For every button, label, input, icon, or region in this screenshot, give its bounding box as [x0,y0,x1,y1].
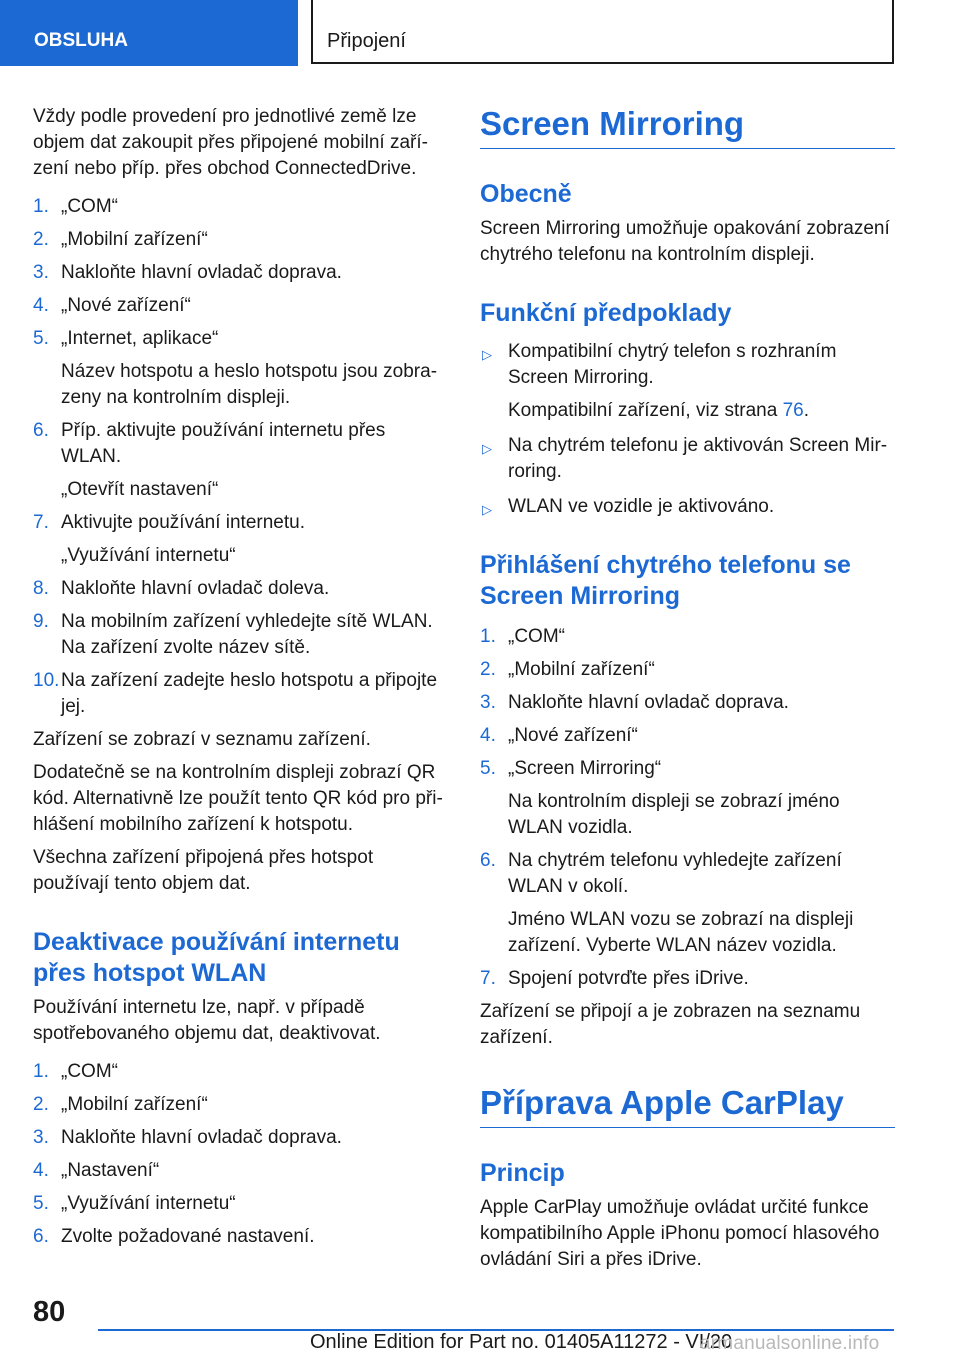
step-text: Nakloňte hlavní ovladač doprava. [61,262,342,283]
step-number: 3. [33,1127,49,1148]
step-subtext: „Využívání internetu“ [61,545,236,566]
step-number: 1. [33,196,49,217]
bullet-text: Na chytrém telefonu je aktivován Screen Mirroring. [508,435,888,482]
bullet-item [480,433,895,485]
bullet-text: WLAN ve vozidle je aktivováno. [508,496,775,517]
list-item [480,657,895,683]
list-item [33,194,448,220]
step-number: 1. [33,1061,49,1082]
list-item [33,668,448,720]
step-number: 2. [480,659,496,680]
subtext-prefix: Kompatibilní zařízení, viz strana [508,400,783,421]
step-number: 1. [480,626,496,647]
step-number: 5. [33,1193,49,1214]
step-text: „COM“ [508,626,565,647]
step-text: „Mobilní zařízení“ [61,1094,208,1115]
step-text: Nakloňte hlavní ovladač doleva. [61,578,330,599]
list-item [480,723,895,749]
requirements-heading: Funkční předpoklady [480,299,732,327]
list-item [33,1158,448,1184]
step-text: Zvolte požadované nastavení. [61,1226,315,1247]
step-text: Na zařízení zadejte heslo hotspotu a připojte jej. [61,670,438,717]
step-number: 6. [33,1226,49,1247]
login-steps-list [480,624,895,992]
list-item [480,690,895,716]
step-subtext: „Otevřít nastavení“ [61,479,219,500]
deactivation-text: Používání internetu lze, např. v případě spotřebovaného objemu dat, deaktivovat. [33,997,381,1044]
step-text: Aktivujte používání internetu. [61,512,305,533]
step-number: 6. [480,850,496,871]
step-number: 3. [33,262,49,283]
requirements-list [480,339,895,520]
step-number: 10. [33,670,60,691]
step-text: „Nové zařízení“ [508,725,638,746]
intro-paragraph: Vždy podle provedení pro jednotlivé země lze objem dat zakoupit přes připojené mobilní zařízení nebo příp. přes obchod ConnectedDrive. [33,106,428,179]
step-number: 9. [33,611,49,632]
list-item [33,326,448,411]
list-item [33,1224,448,1250]
step-number: 2. [33,1094,49,1115]
list-item [480,756,895,841]
page-reference-link[interactable]: 76 [782,400,804,421]
list-item [480,624,895,650]
page-number: 80 [33,1296,66,1328]
step-text: „Mobilní zařízení“ [61,229,208,250]
principle-heading: Princip [480,1159,565,1187]
left-column [33,104,448,1257]
section-tab: OBSLUHA [0,0,298,66]
list-item [33,1092,448,1118]
step-text: „COM“ [61,196,118,217]
list-item [480,966,895,992]
step-number: 7. [480,968,496,989]
step-number: 8. [33,578,49,599]
step-number: 5. [480,758,496,779]
step-text: Spojení potvrďte přes iDrive. [508,968,749,989]
right-column [480,104,895,1280]
step-number: 2. [33,229,49,250]
paragraph: Všechna zařízení připojená přes hotspot používají tento objem dat. [33,847,374,894]
bullet-subtext [508,398,895,424]
carplay-title: Příprava Apple CarPlay [480,1083,895,1128]
step-number: 5. [33,328,49,349]
step-text: „Screen Mirroring“ [508,758,662,779]
login-heading: Přihlášení chytrého telefonu se Screen Mirroring [480,551,851,610]
subtext-suffix: . [803,400,809,421]
step-number: 4. [33,1160,49,1181]
step-number: 4. [480,725,496,746]
step-text: „Nastavení“ [61,1160,160,1181]
step-text: „Nové zařízení“ [61,295,191,316]
step-subtext: Na kontrolním displeji se zobrazí jméno WLAN vozidla. [508,791,840,838]
deactivation-steps-list [33,1059,448,1250]
step-text: Na chytrém telefonu vyhledejte zařízení WLAN v okolí. [508,850,842,897]
paragraph: Dodatečně se na kontrolním displeji zobrazí QR kód. Alternativně lze použít tento QR kód pro přihlášení mobilního zařízení k hotspotu. [33,762,443,835]
step-text: „Využívání internetu“ [61,1193,236,1214]
step-text: Na mobilním zařízení vyhledejte sítě WLAN. Na zařízení zvolte název sítě. [61,611,433,658]
screen-mirroring-title: Screen Mirroring [480,104,895,149]
list-item [33,510,448,569]
step-subtext: Jméno WLAN vozu se zobrazí na displeji zařízení. Vyberte WLAN název vozidla. [508,909,854,956]
step-number: 3. [480,692,496,713]
watermark: armanualsonline.info [700,1333,880,1354]
step-text: Nakloňte hlavní ovladač doprava. [508,692,789,713]
list-item [33,227,448,253]
chapter-title: Připojení [311,0,894,64]
bullet-text: Kompatibilní chytrý telefon s rozhraním Screen Mirroring. [508,341,837,388]
list-item [33,418,448,503]
list-item [33,293,448,319]
list-item [33,1125,448,1151]
list-item [480,848,895,959]
step-text: „Internet, aplikace“ [61,328,219,349]
step-text: Nakloňte hlavní ovladač doprava. [61,1127,342,1148]
paragraph: Zařízení se zobrazí v seznamu zařízení. [33,729,371,750]
list-item [33,1191,448,1217]
deactivation-heading: Deaktivace používání internetu přes hotspot WLAN [33,928,400,987]
step-number: 4. [33,295,49,316]
step-text: „Mobilní zařízení“ [508,659,655,680]
step-text: „COM“ [61,1061,118,1082]
bullet-item [480,339,895,424]
triangle-bullet-icon: ▷ [482,441,492,456]
login-after-text: Zařízení se připojí a je zobrazen na seznamu zařízení. [480,1001,861,1048]
bullet-item [480,494,895,520]
step-subtext: Název hotspotu a heslo hotspotu jsou zobrazeny na kontrolním displeji. [61,361,438,408]
triangle-bullet-icon: ▷ [482,347,492,362]
step-text: Příp. aktivujte používání internetu přes WLAN. [61,420,386,467]
list-item [33,576,448,602]
list-item [33,1059,448,1085]
hotspot-steps-list [33,194,448,720]
general-heading: Obecně [480,180,572,208]
step-number: 7. [33,512,49,533]
list-item [33,260,448,286]
principle-text: Apple CarPlay umožňuje ovládat určité funkce kompatibilního Apple iPhonu pomocí hlasového ovládání Siri a přes iDrive. [480,1197,880,1270]
page-header [0,0,960,66]
general-text: Screen Mirroring umožňuje opakování zobrazení chytrého telefonu na kontrolním displeji. [480,218,890,265]
step-number: 6. [33,420,49,441]
triangle-bullet-icon: ▷ [482,502,492,517]
list-item [33,609,448,661]
edition-text: Online Edition for Part no. 01405A11272 - VI/20 [310,1331,733,1353]
